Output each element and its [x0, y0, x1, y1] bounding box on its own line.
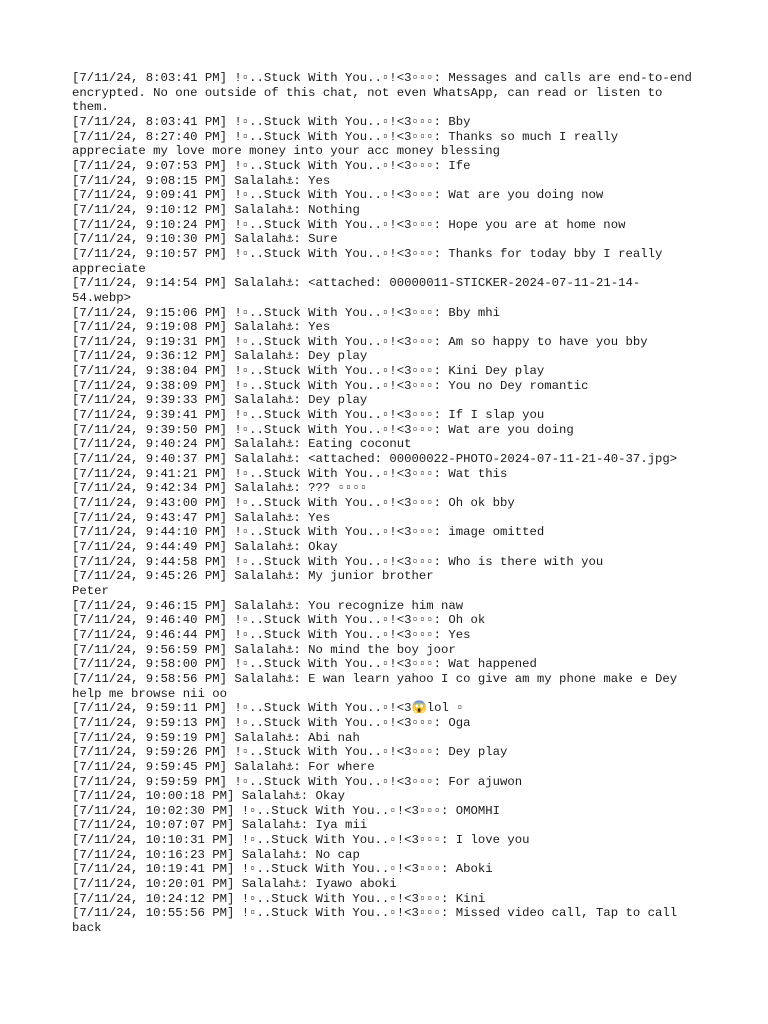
chat-message-line: [7/11/24, 8:03:41 PM] !▫..Stuck With You..▫!<3▫▫▫: Bby [72, 114, 471, 129]
chat-message-line: [7/11/24, 9:14:54 PM] Salalah⚓: <attached: 00000011-STICKER-2024-07-11-21-14-54.webp> [72, 276, 641, 305]
chat-message-line: [7/11/24, 9:44:10 PM] !▫..Stuck With You..▫!<3▫▫▫: image omitted [72, 525, 545, 540]
chat-message-line: [7/11/24, 9:42:34 PM] Salalah⚓: ??? ▫▫▫▫ [72, 481, 368, 496]
chat-message-line: [7/11/24, 9:39:41 PM] !▫..Stuck With You..▫!<3▫▫▫: If I slap you [72, 408, 545, 423]
chat-message-line: [7/11/24, 10:00:18 PM] Salalah⚓: Okay [72, 789, 346, 804]
chat-message-line: [7/11/24, 9:44:58 PM] !▫..Stuck With You..▫!<3▫▫▫: Who is there with you [72, 554, 604, 569]
chat-message-line: [7/11/24, 9:10:30 PM] Salalah⚓: Sure [72, 232, 338, 247]
chat-transcript [72, 71, 700, 936]
chat-message-line: [7/11/24, 8:27:40 PM] !▫..Stuck With You..▫!<3▫▫▫: Thanks so much I really appreciate my love more money into your acc money blessing [72, 129, 626, 159]
chat-message-line: [7/11/24, 10:55:56 PM] !▫..Stuck With You..▫!<3▫▫▫: Missed video call, Tap to call back [72, 906, 685, 936]
chat-message-line: [7/11/24, 9:10:12 PM] Salalah⚓: Nothing [72, 202, 360, 217]
chat-message-line: [7/11/24, 9:40:24 PM] Salalah⚓: Eating coconut [72, 437, 412, 452]
chat-message-line: [7/11/24, 9:44:49 PM] Salalah⚓: Okay [72, 540, 338, 554]
chat-message-line: [7/11/24, 9:10:57 PM] !▫..Stuck With You..▫!<3▫▫▫: Thanks for today bby I really appreciate [72, 246, 670, 276]
chat-message-line: [7/11/24, 9:40:37 PM] Salalah⚓: <attached: 00000022-PHOTO-2024-07-11-21-40-37.jpg> [72, 452, 678, 467]
chat-message-line: [7/11/24, 9:43:47 PM] Salalah⚓: Yes [72, 510, 331, 525]
chat-message-line: [7/11/24, 9:59:11 PM] !▫..Stuck With You..▫!<3😱lol ▫ [72, 701, 464, 716]
chat-message-line: [7/11/24, 9:08:15 PM] Salalah⚓: Yes [72, 173, 331, 188]
chat-message-line: [7/11/24, 9:19:08 PM] Salalah⚓: Yes [72, 320, 331, 335]
chat-message-line: [7/11/24, 10:07:07 PM] Salalah⚓: Iya mii [72, 818, 368, 833]
chat-message-line: [7/11/24, 9:59:19 PM] Salalah⚓: Abi nah [72, 730, 360, 745]
chat-message-line: [7/11/24, 9:58:00 PM] !▫..Stuck With You..▫!<3▫▫▫: Wat happened [72, 657, 537, 672]
chat-message-line: [7/11/24, 9:59:59 PM] !▫..Stuck With You..▫!<3▫▫▫: For ajuwon [72, 774, 523, 789]
chat-message-line: [7/11/24, 9:59:45 PM] Salalah⚓: For where [72, 759, 375, 774]
chat-message-line: [7/11/24, 9:58:56 PM] Salalah⚓: E wan learn yahoo I co give am my phone make e Dey help me browse nii oo [72, 671, 685, 701]
chat-message-line: [7/11/24, 10:02:30 PM] !▫..Stuck With You..▫!<3▫▫▫: OMOMHI [72, 803, 501, 818]
chat-message-line: [7/11/24, 9:59:26 PM] !▫..Stuck With You..▫!<3▫▫▫: Dey play [72, 745, 508, 760]
chat-message-line: [7/11/24, 9:38:09 PM] !▫..Stuck With You..▫!<3▫▫▫: You no Dey romantic [72, 378, 589, 393]
chat-message-line: [7/11/24, 8:03:41 PM] !▫..Stuck With You..▫!<3▫▫▫: Messages and calls are end-to-end encrypted. No one outside of this chat, not even WhatsApp, can read or listen to them. [72, 71, 700, 115]
chat-message-line: [7/11/24, 10:24:12 PM] !▫..Stuck With You..▫!<3▫▫▫: Kini [72, 891, 486, 906]
chat-message-line: [7/11/24, 10:19:41 PM] !▫..Stuck With You..▫!<3▫▫▫: Aboki [72, 862, 493, 877]
chat-message-line: [7/11/24, 9:46:40 PM] !▫..Stuck With You..▫!<3▫▫▫: Oh ok [72, 613, 486, 628]
chat-message-line: [7/11/24, 9:46:15 PM] Salalah⚓: You recognize him naw [72, 598, 464, 613]
chat-message-line: [7/11/24, 9:43:00 PM] !▫..Stuck With You..▫!<3▫▫▫: Oh ok bby [72, 496, 515, 511]
chat-message-line: [7/11/24, 9:46:44 PM] !▫..Stuck With You..▫!<3▫▫▫: Yes [72, 627, 471, 642]
chat-message-line: [7/11/24, 9:39:50 PM] !▫..Stuck With You..▫!<3▫▫▫: Wat are you doing [72, 422, 574, 437]
chat-message-line: [7/11/24, 10:16:23 PM] Salalah⚓: No cap [72, 847, 360, 862]
chat-message-line: [7/11/24, 9:59:13 PM] !▫..Stuck With You..▫!<3▫▫▫: Oga [72, 715, 471, 730]
chat-message-line: [7/11/24, 9:09:41 PM] !▫..Stuck With You..▫!<3▫▫▫: Wat are you doing now [72, 188, 604, 203]
chat-message-line: [7/11/24, 9:38:04 PM] !▫..Stuck With You..▫!<3▫▫▫: Kini Dey play [72, 364, 545, 379]
chat-message-line: [7/11/24, 9:41:21 PM] !▫..Stuck With You..▫!<3▫▫▫: Wat this [72, 466, 508, 481]
chat-message-line: [7/11/24, 9:15:06 PM] !▫..Stuck With You..▫!<3▫▫▫: Bby mhi [72, 305, 501, 320]
chat-message-line: [7/11/24, 9:45:26 PM] Salalah⚓: My junior brother Peter [72, 569, 434, 598]
chat-message-line: [7/11/24, 9:10:24 PM] !▫..Stuck With You..▫!<3▫▫▫: Hope you are at home now [72, 217, 626, 232]
chat-message-line: [7/11/24, 9:36:12 PM] Salalah⚓: Dey play [72, 349, 368, 364]
chat-message-line: [7/11/24, 9:19:31 PM] !▫..Stuck With You..▫!<3▫▫▫: Am so happy to have you bby [72, 334, 648, 349]
chat-message-line: [7/11/24, 9:39:33 PM] Salalah⚓: Dey play [72, 393, 368, 408]
chat-message-line: [7/11/24, 9:07:53 PM] !▫..Stuck With You..▫!<3▫▫▫: Ife [72, 158, 471, 173]
chat-message-line: [7/11/24, 9:56:59 PM] Salalah⚓: No mind the boy joor [72, 642, 456, 657]
chat-message-line: [7/11/24, 10:10:31 PM] !▫..Stuck With You..▫!<3▫▫▫: I love you [72, 833, 530, 848]
chat-message-line: [7/11/24, 10:20:01 PM] Salalah⚓: Iyawo aboki [72, 877, 397, 892]
